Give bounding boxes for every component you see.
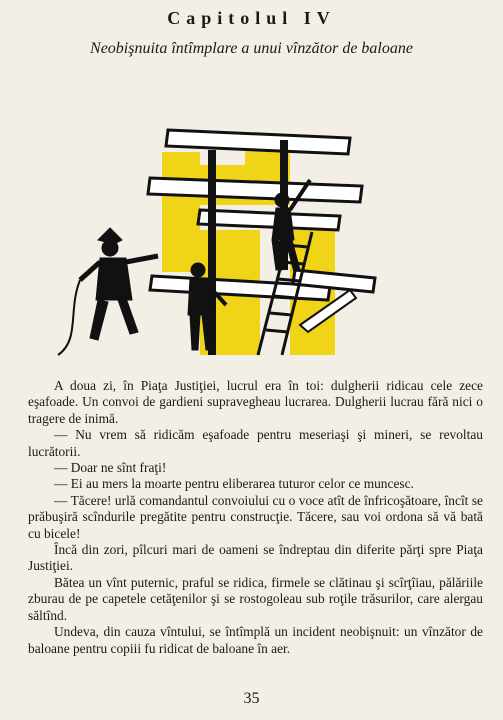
paragraph: Încă din zori, pîlcuri mari de oameni se îndreptau din diferite părţi spre Piaţa Justiţiei. (28, 542, 483, 574)
paragraph: Bătea un vînt puternic, praful se ridica, firmele se clătinau şi scîrţîiau, pălăriile zburau de pe capetele cetăţenilor şi se rostogoleau sub roţile trăsurilor, care alergau săltînd. (28, 574, 483, 623)
paragraph: — Tăcere! urlă comandantul convoiului cu o voce atît de înfricoşătoare, încît se prăbuşiră scîndurile pregătite pentru construcţie. Tăcere, sau voi ordona să vă bată cu bicele! (28, 492, 483, 541)
paragraph: — Ei au mers la moarte pentru eliberarea tuturor celor ce muncesc. (54, 476, 414, 492)
illustration-carpenters-icon (50, 110, 380, 365)
guard-with-whip (58, 228, 158, 355)
chapter-text (28, 378, 483, 657)
chapter-title: Capitolul IV (167, 8, 336, 28)
paragraph: — Doar ne sînt fraţi! (54, 460, 167, 476)
paragraph: A doua zi, în Piaţa Justiţiei, lucrul era în toi: dulgherii ridicau cele zece eşafoade. Un convoi de gardieni supravegheau lucrarea. Dulgherii lucrau fără nici o tragere de inimă. (28, 378, 483, 426)
chapter-subtitle: Neobişnuita întîmplare a unui vînzător de baloane (90, 40, 413, 57)
paragraph: Undeva, din cauza vîntului, se întîmplă un incident neobişnuit: un vînzător de baloane pentru copiii fu ridicat de baloane în aer. (28, 624, 483, 656)
paragraph: — Nu vrem să ridicăm eşafoade pentru meseriaşi şi mineri, se revoltau lucrătorii. (28, 427, 483, 459)
page-number: 35 (243, 690, 260, 707)
